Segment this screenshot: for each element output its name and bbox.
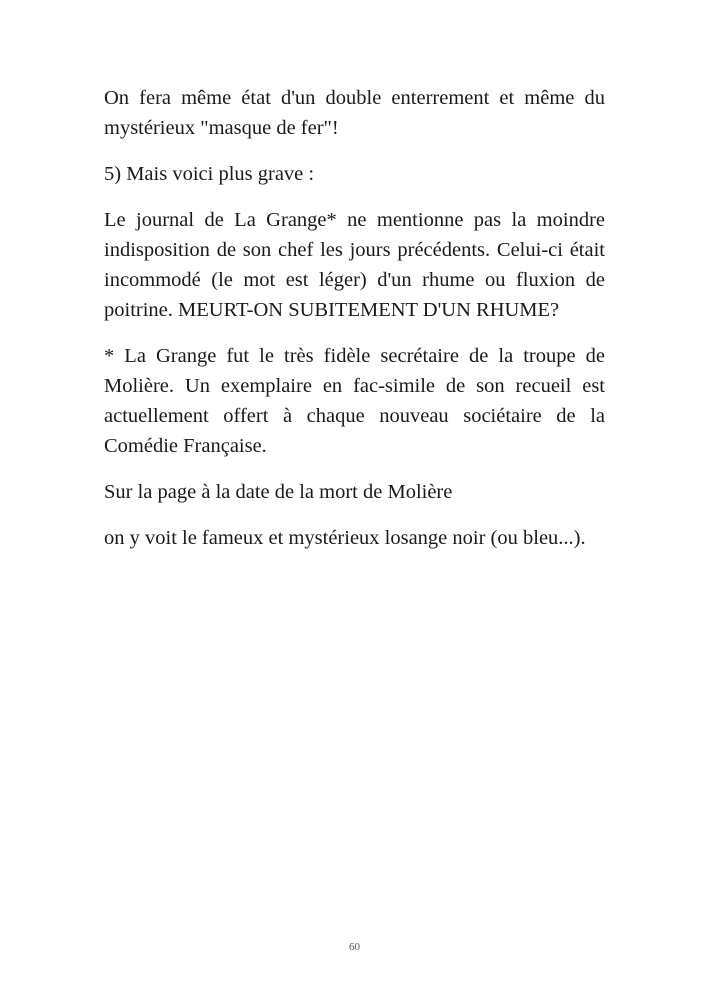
- paragraph-double-burial: On fera même état d'un double enterrement et même du mystérieux "masque de fer"!: [104, 87, 605, 139]
- paragraph-footnote-la-grange: * La Grange fut le très fidèle secrétaire de la troupe de Molière. Un exemplaire en fac-simile de son recueil est actuellement offert à chaque nouveau sociétaire de la Comédie Française.: [104, 345, 605, 457]
- paragraph-la-grange-journal: Le journal de La Grange* ne mentionne pas la moindre indisposition de son chef les jours précédents. Celui-ci était incommodé (le mot est léger) d'un rhume ou fluxion de poitrine. MEURT-ON SUBITEMENT D'UN RHUME?: [104, 209, 605, 321]
- paragraph-point-5: 5) Mais voici plus grave :: [104, 163, 315, 185]
- paragraph-date-of-death: Sur la page à la date de la mort de Molière: [104, 481, 453, 503]
- body-text: [104, 83, 605, 569]
- page-number: 60: [349, 941, 360, 953]
- paragraph-black-diamond: on y voit le fameux et mystérieux losange noir (ou bleu...).: [104, 527, 586, 549]
